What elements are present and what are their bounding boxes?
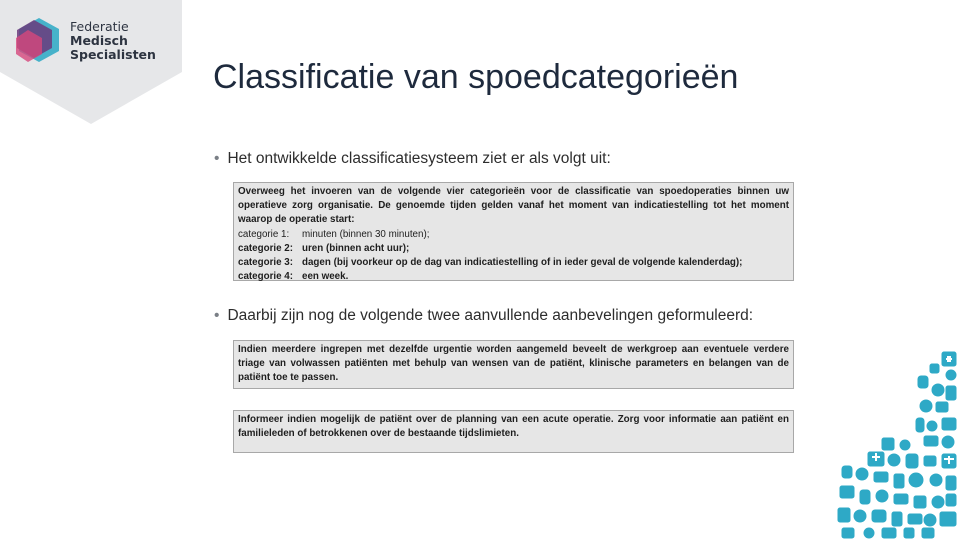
bullet-text: Het ontwikkelde classificatiesysteem ziet er als volgt uit: <box>227 150 611 167</box>
category-text: een week. <box>302 271 349 283</box>
bullet-text: Daarbij zijn nog de volgende twee aanvullende aanbevelingen geformuleerd: <box>227 307 754 324</box>
category-row <box>238 228 789 242</box>
logo-line-medisch: Medisch <box>70 33 128 48</box>
bullet-recommendations <box>214 307 753 325</box>
recommendation-inform-box: Informeer indien mogelijk de patiënt over de planning van een acute operatie. Zorg voor informatie aan patiënt en familieleden of betrokkenen over de bestaande tijdslimieten. <box>233 410 794 453</box>
category-label: categorie 4: <box>238 271 293 283</box>
logo-banner <box>0 0 182 124</box>
logo-line-specialisten: Specialisten <box>70 47 156 62</box>
federatie-logo-icon <box>14 16 64 64</box>
logo-text <box>70 20 156 62</box>
category-label: categorie 2: <box>238 242 293 254</box>
bullet-dot: • <box>214 150 220 167</box>
category-text: uren (binnen acht uur); <box>302 242 410 254</box>
slide-title: Classificatie van spoedcategorieën <box>213 58 739 96</box>
category-row <box>238 256 789 270</box>
category-text: dagen (bij voorkeur op de dag van indicatiestelling of in ieder geval de volgende kalenderdag); <box>302 257 743 269</box>
category-label: categorie 1: <box>238 228 290 240</box>
classification-intro: Overweeg het invoeren van de volgende vier categorieën voor de classificatie van spoedoperaties binnen uw operatieve zorg organisatie. De genoemde tijden gelden vanaf het moment van indicatiestelling tot het moment waarop de operatie start: <box>238 186 789 226</box>
category-text: minuten (binnen 30 minuten); <box>302 228 430 240</box>
medical-icons-decoration <box>820 330 960 540</box>
bullet-classification <box>214 150 611 168</box>
category-row <box>238 242 789 256</box>
category-label: categorie 3: <box>238 257 293 269</box>
recommendation-triage-box: Indien meerdere ingrepen met dezelfde urgentie worden aangemeld beveelt de werkgroep aan eventuele verdere triage van volwassen patiënten met behulp van wensen van de patiënt, klinische parameters en belangen van de patiënt toe te passen. <box>233 340 794 389</box>
classification-box <box>233 182 794 281</box>
bullet-dot: • <box>214 307 220 324</box>
category-row <box>238 270 789 284</box>
logo-line-federatie: Federatie <box>70 19 129 34</box>
